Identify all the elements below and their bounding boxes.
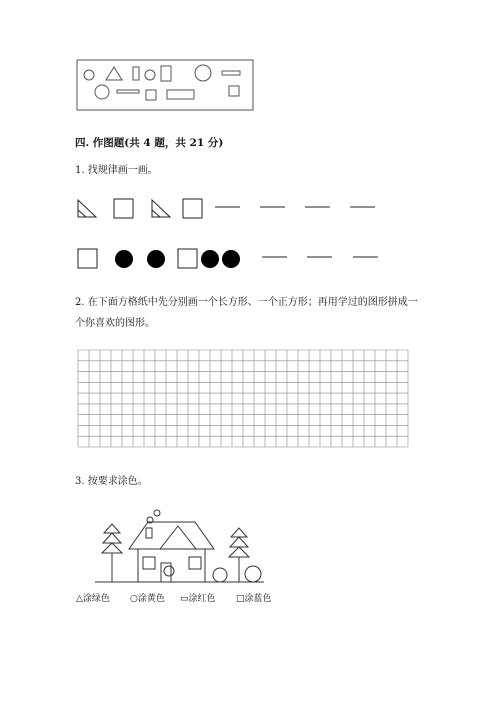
question-3-text: 3. 按要求涂色。 <box>75 476 148 487</box>
tree-triangle <box>229 547 249 557</box>
ground-circle <box>213 568 227 582</box>
tree-triangle <box>231 528 247 537</box>
tree-triangle <box>102 543 122 553</box>
question-2-text-line2: 个你喜欢的图形。 <box>75 318 155 329</box>
legend-label: 涂红色 <box>188 594 216 604</box>
tree-triangle <box>104 524 120 533</box>
triangle-icon: △ <box>76 594 83 604</box>
legend-red <box>180 594 216 605</box>
square-icon: □ <box>236 594 245 604</box>
ground-circle <box>245 566 261 582</box>
section-title: 四. 作图题(共 4 题，共 21 分) <box>75 137 224 149</box>
legend-label: 涂黄色 <box>137 594 165 604</box>
house-roof <box>129 522 214 549</box>
question-2-text-line1: 2. 在下面方格纸中先分别画一个长方形、一个正方形；再用学过的图形拼成一 <box>75 297 418 308</box>
smoke-circle <box>154 510 160 516</box>
tree-triangle <box>230 537 248 547</box>
window-square <box>189 557 201 569</box>
rectangle-icon: ▭ <box>180 594 189 604</box>
legend-label: 涂绿色 <box>82 594 110 604</box>
door-knob-circle <box>164 566 174 576</box>
question-1-text: 1. 找规律画一画。 <box>75 165 158 176</box>
chimney <box>146 528 152 538</box>
tree-triangle <box>103 533 121 543</box>
legend-blue <box>236 594 272 605</box>
legend-yellow <box>130 594 165 605</box>
legend-label: 涂蓝色 <box>244 594 272 604</box>
circle-icon: ○ <box>130 594 138 604</box>
legend-green <box>76 594 110 605</box>
roof-gable <box>160 526 196 549</box>
window-square <box>143 557 155 569</box>
